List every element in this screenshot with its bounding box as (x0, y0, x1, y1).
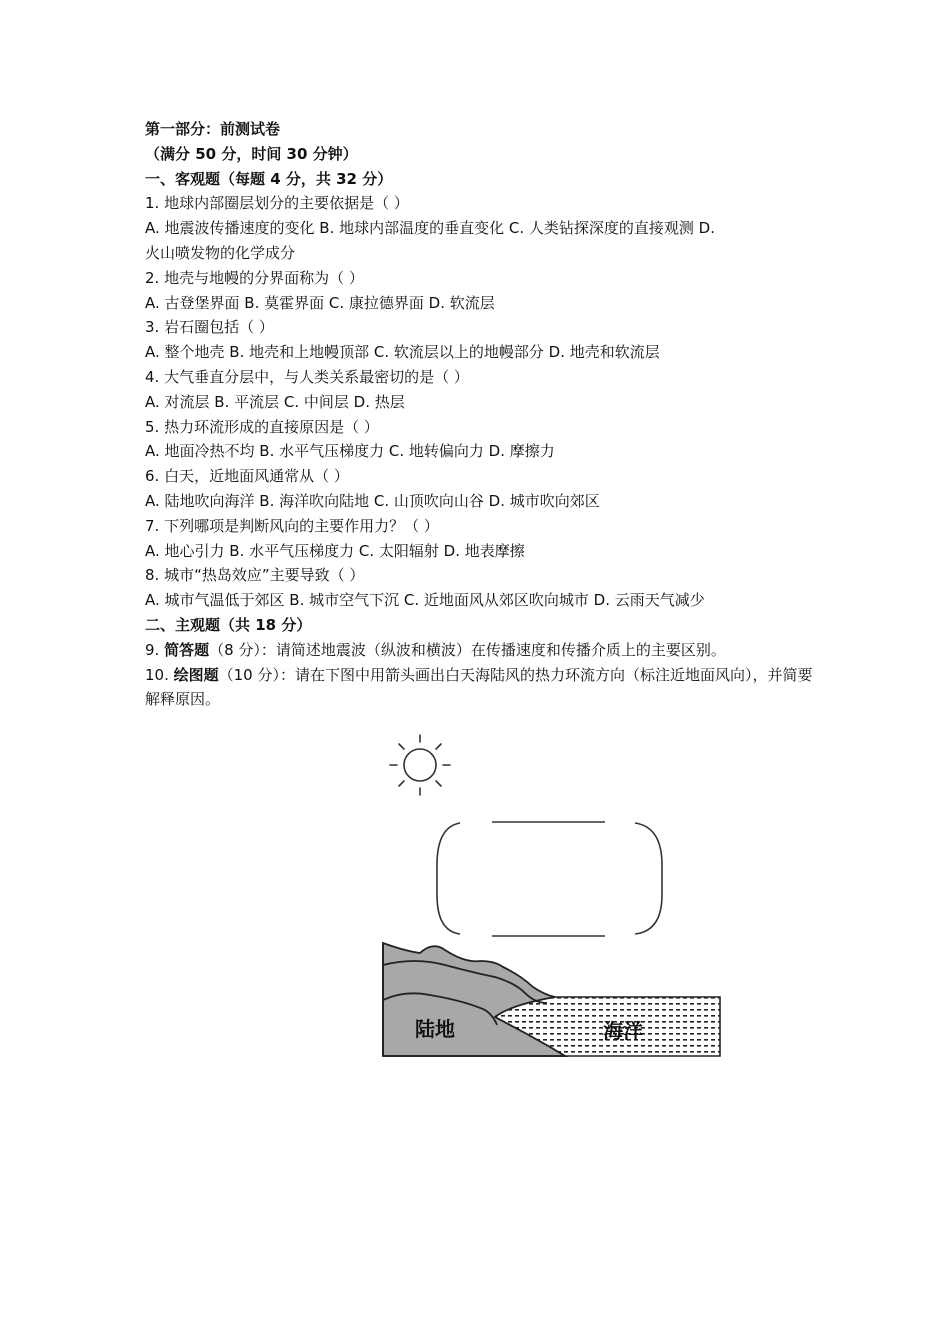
sea-label: 海洋 (603, 1019, 643, 1043)
question-options: A. 整个地壳 B. 地壳和上地幔顶部 C. 软流层以上的地幔部分 D. 地壳和软流层 (145, 343, 660, 362)
question-options: A. 地面冷热不均 B. 水平气压梯度力 C. 地转偏向力 D. 摩擦力 (145, 442, 555, 461)
question-options: A. 地心引力 B. 水平气压梯度力 C. 太阳辐射 D. 地表摩擦 (145, 541, 525, 560)
question-options: A. 地震波传播速度的变化 B. 地球内部温度的垂直变化 C. 人类钻探深度的直接观测 D. (145, 219, 715, 238)
question-6 (145, 464, 815, 514)
sea-land-breeze-diagram (375, 725, 735, 1070)
question-number: 9. (145, 640, 165, 659)
question-stem: 6. 白天，近地面风通常从（ ） (145, 467, 349, 486)
exam-page (145, 117, 815, 712)
question-8 (145, 563, 815, 613)
land-label: 陆地 (415, 1017, 455, 1041)
question-stem: 4. 大气垂直分层中，与人类关系最密切的是（ ） (145, 367, 469, 386)
section-1-title: 一、客观题（每题 4 分，共 32 分） (145, 169, 393, 188)
question-2 (145, 266, 815, 316)
question-1 (145, 191, 815, 265)
question-type-label: 简答题 (164, 640, 210, 659)
question-options: A. 城市气温低于郊区 B. 城市空气下沉 C. 近地面风从郊区吹向城市 D. 云雨天气减少 (145, 591, 705, 610)
question-7 (145, 514, 815, 564)
sun-icon (390, 735, 450, 795)
question-options: A. 对流层 B. 平流层 C. 中间层 D. 热层 (145, 392, 405, 411)
question-stem: 5. 热力环流形成的直接原因是（ ） (145, 417, 379, 436)
question-4 (145, 365, 815, 415)
question-10 (145, 663, 815, 713)
question-text: （8 分）：请简述地震波（纵波和横波）在传播速度和传播介质上的主要区别。 (209, 640, 726, 659)
question-stem: 2. 地壳与地幔的分界面称为（ ） (145, 268, 364, 287)
question-options: 火山喷发物的化学成分 (145, 243, 296, 262)
question-options: A. 陆地吹向海洋 B. 海洋吹向陆地 C. 山顶吹向山谷 D. 城市吹向郊区 (145, 491, 600, 510)
question-stem: 7. 下列哪项是判断风向的主要作用力？（ ） (145, 516, 439, 535)
question-9 (145, 638, 815, 663)
question-stem: 3. 岩石圈包括（ ） (145, 318, 274, 337)
question-stem: 1. 地球内部圈层划分的主要依据是（ ） (145, 194, 409, 213)
section-2-title: 二、主观题（共 18 分） (145, 615, 312, 634)
question-stem: 8. 城市“热岛效应”主要导致（ ） (145, 566, 365, 585)
question-3 (145, 315, 815, 365)
question-5 (145, 415, 815, 465)
exam-info: （满分 50 分，时间 30 分钟） (145, 144, 358, 163)
question-text: （10 分）：请在下图中用箭头画出白天海陆风的热力环流方向（标注近地面风向），并简要解释原因。 (145, 665, 813, 709)
question-number: 10. (145, 665, 174, 684)
question-options: A. 古登堡界面 B. 莫霍界面 C. 康拉德界面 D. 软流层 (145, 293, 495, 312)
question-type-label: 绘图题 (173, 665, 219, 684)
circulation-frame (437, 822, 662, 936)
part-title: 第一部分：前测试卷 (145, 120, 281, 138)
